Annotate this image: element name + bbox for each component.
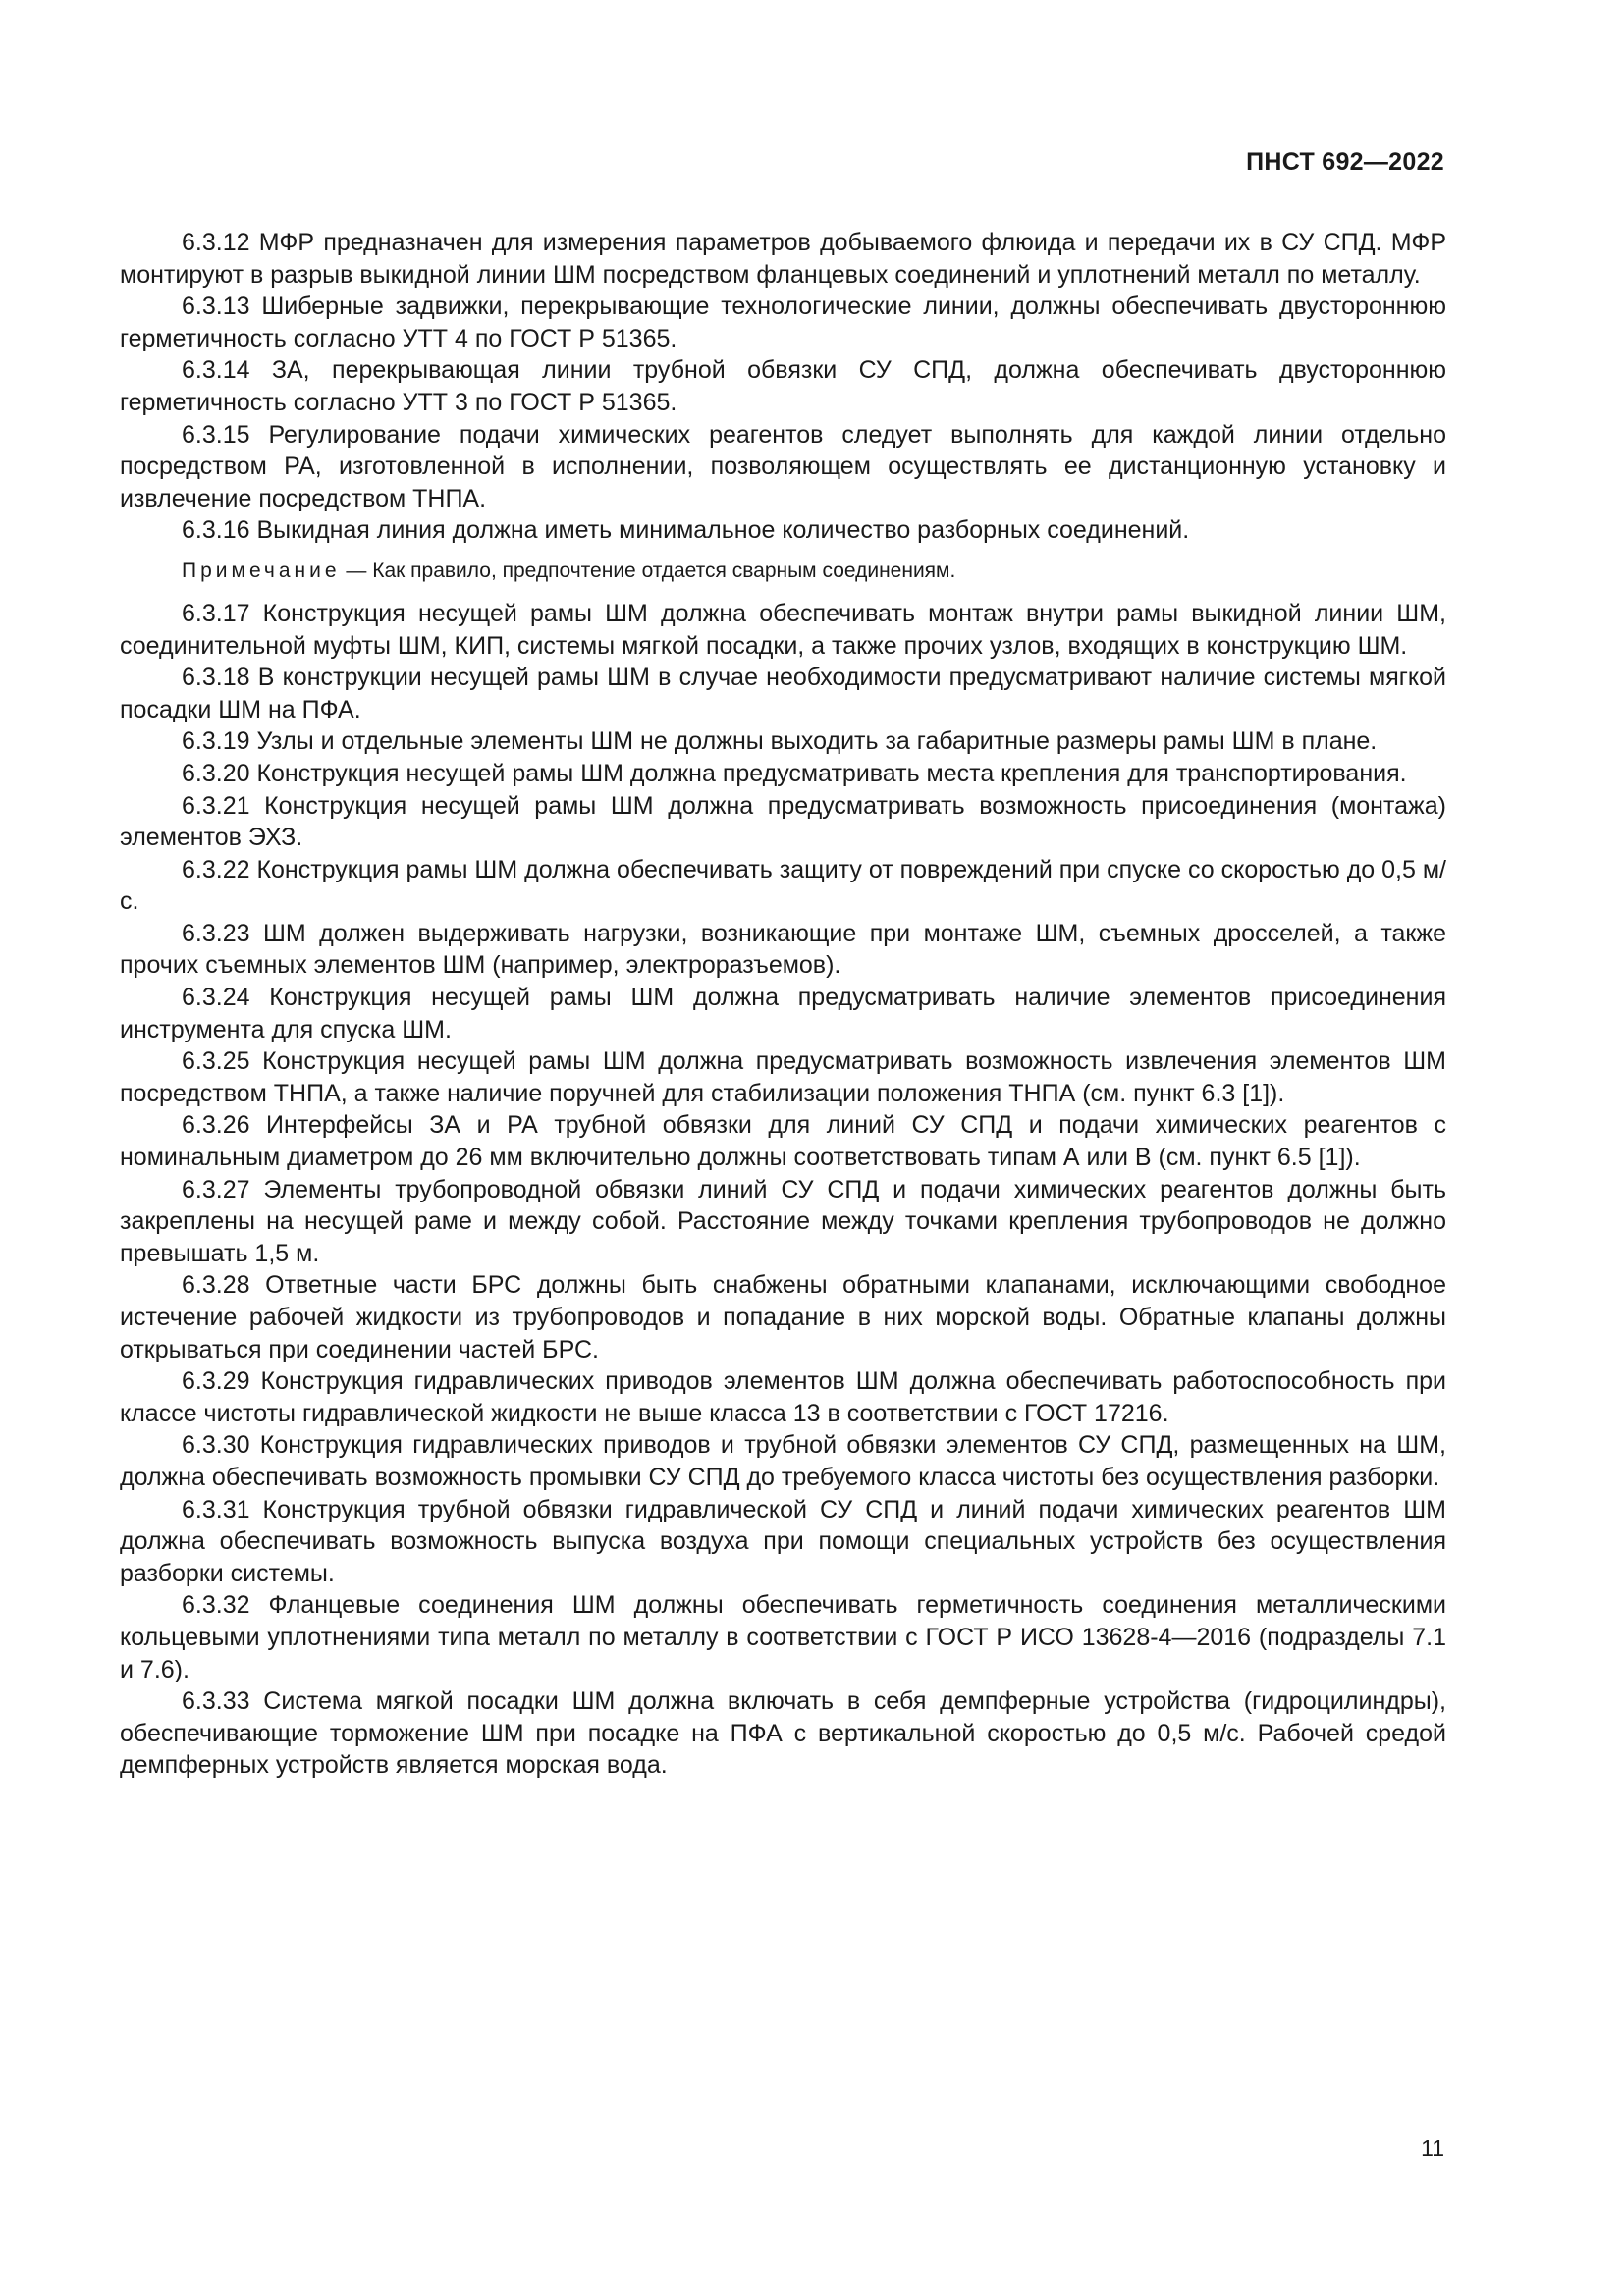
clause-6-3-18: 6.3.18 В конструкции несущей рамы ШМ в случае необходимости предусматривают наличие системы мягкой посадки ШМ на ПФА.	[120, 664, 1446, 723]
clause-6-3-17: 6.3.17 Конструкция несущей рамы ШМ должна обеспечивать монтаж внутри рамы выкидной линии ШМ, соединительной муфты ШМ, КИП, системы мягкой посадки, а также прочих узлов, входящих в конструкцию ШМ.	[120, 599, 1446, 660]
note-text: — Как правило, предпочтение отдается сварным соединениям.	[340, 559, 956, 582]
clause-6-3-13: 6.3.13 Шиберные задвижки, перекрывающие технологические линии, должны обеспечивать двустороннюю герметичность согласно УТТ 4 по ГОСТ Р 51365.	[120, 293, 1446, 352]
clause-6-3-30: 6.3.30 Конструкция гидравлических приводов и трубной обвязки элементов СУ СПД, размещенных на ШМ, должна обеспечивать возможность промывки СУ СПД до требуемого класса чистоты без осуществления разборки.	[120, 1431, 1446, 1491]
document-body	[120, 227, 1446, 1782]
document-code-header: ПНСТ 692—2022	[1246, 148, 1444, 176]
clause-6-3-22: 6.3.22 Конструкция рамы ШМ должна обеспечивать защиту от повреждений при спуске со скоростью до 0,5 м/с.	[120, 855, 1446, 916]
clause-6-3-19: 6.3.19 Узлы и отдельные элементы ШМ не должны выходить за габаритные размеры рамы ШМ в плане.	[182, 727, 1378, 756]
note-label: Примечание	[182, 559, 341, 582]
clause-6-3-31: 6.3.31 Конструкция трубной обвязки гидравлической СУ СПД и линий подачи химических реагентов ШМ должна обеспечивать возможность выпуска воздуха при помощи специальных устройств без осуществления разборки системы.	[120, 1495, 1446, 1587]
clause-6-3-28: 6.3.28 Ответные части БРС должны быть снабжены обратными клапанами, исключающими свободное истечение рабочей жидкости из трубопроводов и попадание в них морской воды. Обратные клапаны должны открываться при соединении частей БРС.	[120, 1271, 1446, 1363]
clause-6-3-32: 6.3.32 Фланцевые соединения ШМ должны обеспечивать герметичность соединения металлическими кольцевыми уплотнениями типа металл по металлу в соответствии с ГОСТ Р ИСО 13628-4—2016 (подразделы 7.1 и 7.6).	[120, 1591, 1446, 1683]
clause-6-3-26: 6.3.26 Интерфейсы ЗА и РА трубной обвязки для линий СУ СПД и подачи химических реагентов с номинальным диаметром до 26 мм включительно должны соответствовать типам А или В (см. пункт 6.5 [1]).	[120, 1111, 1446, 1172]
clause-6-3-15: 6.3.15 Регулирование подачи химических реагентов следует выполнять для каждой линии отдельно посредством РА, изготовленной в исполнении, позволяющем осуществлять ее дистанционную установку и извлечение посредством ТНПА.	[120, 420, 1446, 512]
clause-6-3-33: 6.3.33 Система мягкой посадки ШМ должна включать в себя демпферные устройства (гидроцилиндры), обеспечивающие торможение ШМ при посадке на ПФА с вертикальной скоростью до 0,5 м/с. Рабочей средой демпферных устройств является морская вода.	[120, 1687, 1446, 1780]
clause-6-3-29: 6.3.29 Конструкция гидравлических приводов элементов ШМ должна обеспечивать работоспособность при классе чистоты гидравлической жидкости не выше класса 13 в соответствии с ГОСТ 17216.	[120, 1367, 1446, 1427]
clause-6-3-25: 6.3.25 Конструкция несущей рамы ШМ должна предусматривать возможность извлечения элементов ШМ посредством ТНПА, а также наличие поручней для стабилизации положения ТНПА (см. пункт 6.3 [1]).	[120, 1047, 1446, 1107]
clause-6-3-24: 6.3.24 Конструкция несущей рамы ШМ должна предусматривать наличие элементов присоединения инструмента для спуска ШМ.	[120, 984, 1446, 1043]
clause-6-3-12: 6.3.12 МФР предназначен для измерения параметров добываемого флюида и передачи их в СУ СПД. МФР монтируют в разрыв выкидной линии ШМ посредством фланцевых соединений и уплотнений металл по металлу.	[120, 229, 1446, 289]
clause-6-3-14: 6.3.14 ЗА, перекрывающая линии трубной обвязки СУ СПД, должна обеспечивать двустороннюю герметичность согласно УТТ 3 по ГОСТ Р 51365.	[120, 356, 1446, 416]
clause-6-3-16: 6.3.16 Выкидная линия должна иметь минимальное количество разборных соединений.	[182, 516, 1190, 545]
note	[120, 556, 1446, 587]
clause-6-3-20: 6.3.20 Конструкция несущей рамы ШМ должна предусматривать места крепления для транспортирования.	[182, 759, 1407, 787]
clause-6-3-21: 6.3.21 Конструкция несущей рамы ШМ должна предусматривать возможность присоединения (монтажа) элементов ЭХЗ.	[120, 791, 1446, 852]
page-number: 11	[1421, 2135, 1444, 2161]
clause-6-3-27: 6.3.27 Элементы трубопроводной обвязки линий СУ СПД и подачи химических реагентов должны быть закреплены на несущей раме и между собой. Расстояние между точками крепления трубопроводов не должно превышать 1,5 м.	[120, 1175, 1446, 1267]
clause-6-3-23: 6.3.23 ШМ должен выдерживать нагрузки, возникающие при монтаже ШМ, съемных дросселей, а также прочих съемных элементов ШМ (например, электроразъемов).	[120, 919, 1446, 980]
